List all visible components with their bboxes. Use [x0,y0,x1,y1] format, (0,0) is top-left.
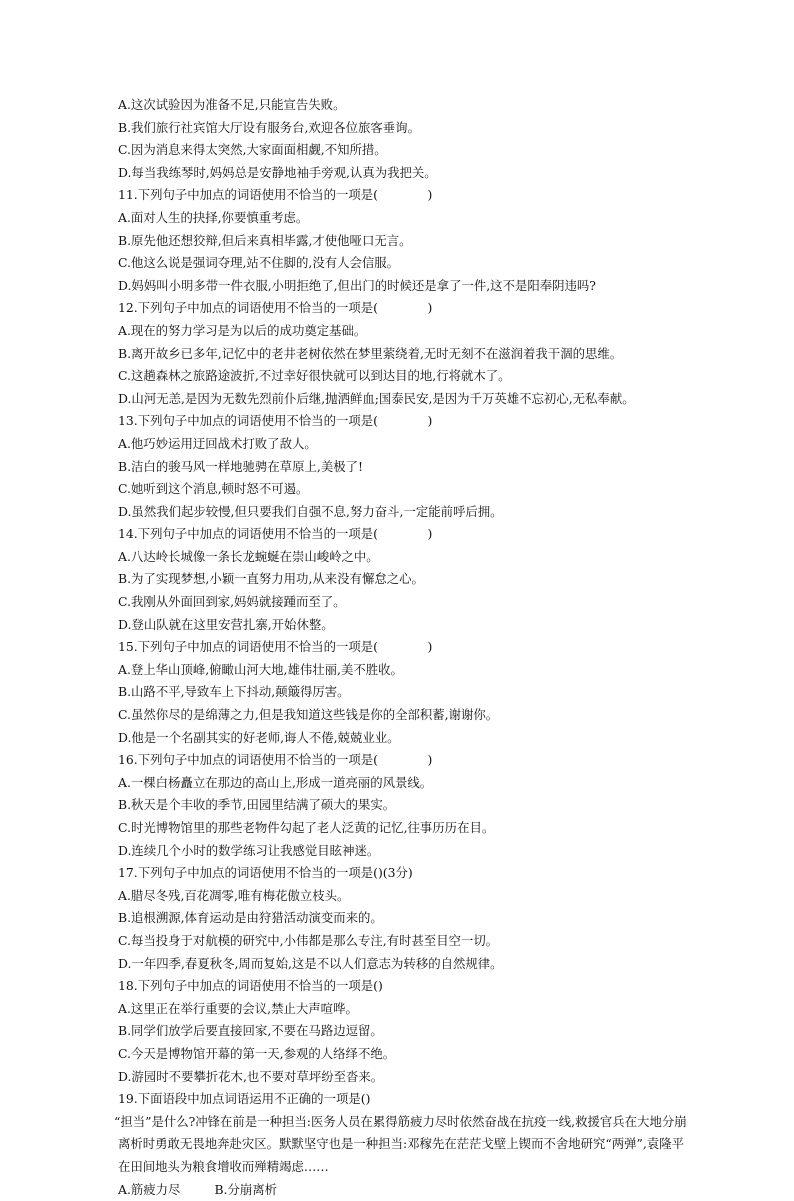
option-line: A.现在的努力学习是为以后的成功奠定基础。 [118,320,688,343]
option-row [118,1179,688,1201]
question-stem-11: 11.下列句子中加点的词语使用不恰当的一项是( ) [118,184,688,207]
option-a: A.筋疲力尽 [118,1179,180,1201]
question-stem-13: 13.下列句子中加点的词语使用不恰当的一项是( ) [118,410,688,433]
option-line: B.追根溯源,体育运动是由狩猎活动演变而来的。 [118,907,688,930]
option-line: B.洁白的骏马风一样地驰骋在草原上,美极了! [118,456,688,479]
option-line: D.一年四季,春夏秋冬,周而复始,这是不以人们意志为转移的自然规律。 [118,953,688,976]
option-line: D.山河无恙,是因为无数先烈前仆后继,抛洒鲜血;国泰民安,是因为千万英雄不忘初心,无私奉献。 [118,388,688,411]
option-line: C.我刚从外面回到家,妈妈就接踵而至了。 [118,591,688,614]
passage-paragraph: “担当”是什么?冲锋在前是一种担当:医务人员在累得筋疲力尽时依然奋战在抗疫一线,救援官兵在大地分崩离析时勇敢无畏地奔赴灾区。默默坚守也是一种担当:邓稼先在茫茫戈壁上锲而不舍地研究“两弹”,袁隆平在田间地头为粮食增收而殚精竭虑…… [118,1111,688,1179]
option-b: B.分崩离析 [214,1179,277,1201]
question-stem-12: 12.下列句子中加点的词语使用不恰当的一项是( ) [118,297,688,320]
question-stem-18: 18.下列句子中加点的词语使用不恰当的一项是() [118,975,688,998]
option-line: D.游园时不要攀折花木,也不要对草坪纷至沓来。 [118,1066,688,1089]
option-line: B.山路不平,导致车上下抖动,颠簸得厉害。 [118,681,688,704]
option-line: B.离开故乡已多年,记忆中的老井老树依然在梦里萦绕着,无时无刻不在滋润着我干涸的思维。 [118,343,688,366]
question-stem-17: 17.下列句子中加点的词语使用不恰当的一项是()(3分) [118,862,688,885]
option-line: C.今天是博物馆开幕的第一天,参观的人络绎不绝。 [118,1043,688,1066]
option-line: D.每当我练琴时,妈妈总是安静地袖手旁观,认真为我把关。 [118,162,688,185]
option-line: C.他这么说是强词夺理,站不住脚的,没有人会信服。 [118,252,688,275]
option-line: B.我们旅行社宾馆大厅设有服务台,欢迎各位旅客垂询。 [118,117,688,140]
option-line: B.同学们放学后要直接回家,不要在马路边逗留。 [118,1020,688,1043]
option-line: A.面对人生的抉择,你要慎重考虑。 [118,207,688,230]
option-line: A.腊尽冬残,百花凋零,唯有梅花傲立枝头。 [118,885,688,908]
option-line: D.登山队就在这里安营扎寨,开始休整。 [118,614,688,637]
option-line: C.虽然你尽的是绵薄之力,但是我知道这些钱是你的全部积蓄,谢谢你。 [118,704,688,727]
option-line: D.妈妈叫小明多带一件衣服,小明拒绝了,但出门的时候还是拿了一件,这不是阳奉阴违吗? [118,275,688,298]
option-line: B.原先他还想狡辩,但后来真相毕露,才使他哑口无言。 [118,230,688,253]
option-line: A.八达岭长城像一条长龙蜿蜒在崇山峻岭之中。 [118,546,688,569]
question-stem-14: 14.下列句子中加点的词语使用不恰当的一项是( ) [118,523,688,546]
option-line: A.这次试验因为准备不足,只能宣告失败。 [118,94,688,117]
option-line: D.虽然我们起步较慢,但只要我们自强不息,努力奋斗,一定能前呼后拥。 [118,501,688,524]
question-stem-19: 19.下面语段中加点词语运用不正确的一项是() [118,1088,688,1111]
option-line: C.每当投身于对航模的研究中,小伟都是那么专注,有时甚至目空一切。 [118,930,688,953]
question-text-block [118,94,688,1201]
option-line: D.连续几个小时的数学练习让我感觉目眩神迷。 [118,840,688,863]
question-stem-16: 16.下列句子中加点的词语使用不恰当的一项是( ) [118,749,688,772]
option-line: A.登上华山顶峰,俯瞰山河大地,雄伟壮丽,美不胜收。 [118,659,688,682]
option-line: A.他巧妙运用迂回战术打败了敌人。 [118,433,688,456]
option-line: D.他是一个名副其实的好老师,诲人不倦,兢兢业业。 [118,727,688,750]
option-line: C.这趟森林之旅路途波折,不过幸好很快就可以到达目的地,行将就木了。 [118,365,688,388]
option-line: A.这里正在举行重要的会议,禁止大声喧哗。 [118,998,688,1021]
option-line: A.一棵白杨矗立在那边的高山上,形成一道亮丽的风景线。 [118,772,688,795]
option-line: B.为了实现梦想,小颖一直努力用功,从来没有懈怠之心。 [118,568,688,591]
question-stem-15: 15.下列句子中加点的词语使用不恰当的一项是( ) [118,636,688,659]
option-line: B.秋天是个丰收的季节,田园里结满了硕大的果实。 [118,794,688,817]
option-line: C.因为消息来得太突然,大家面面相觑,不知所措。 [118,139,688,162]
option-line: C.她听到这个消息,顿时怒不可遏。 [118,478,688,501]
option-line: C.时光博物馆里的那些老物件勾起了老人泛黄的记忆,往事历历在目。 [118,817,688,840]
